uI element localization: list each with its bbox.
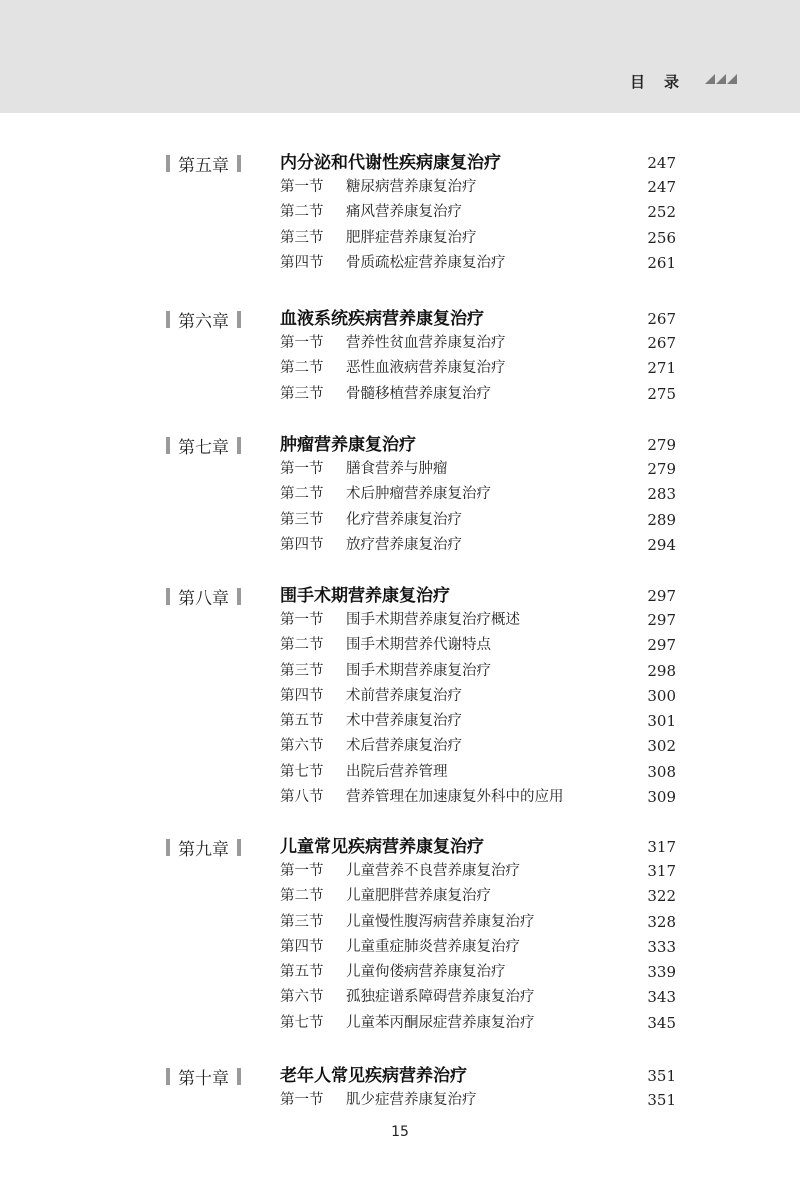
section-title: 出院后营养管理 <box>346 763 448 780</box>
section-row[interactable] <box>0 357 800 382</box>
section-row[interactable] <box>0 383 800 408</box>
chapter-8 <box>0 585 800 811</box>
chapter-title: 内分泌和代谢性疾病康复治疗 <box>280 153 501 173</box>
section-page-number: 297 <box>647 636 676 655</box>
section-title: 术中营养康复治疗 <box>346 713 462 730</box>
section-page-number: 351 <box>647 1091 676 1109</box>
section-row[interactable] <box>0 534 800 559</box>
bar-marker-icon <box>237 311 241 328</box>
chapter-page-number: 317 <box>647 838 676 856</box>
bar-marker-icon <box>237 588 241 605</box>
section-row[interactable] <box>0 634 800 659</box>
chapter-label: 第五章 <box>178 155 229 176</box>
section-label: 第四节 <box>280 687 324 704</box>
section-row[interactable] <box>0 986 800 1011</box>
section-page-number: 252 <box>647 203 676 222</box>
section-row[interactable] <box>0 761 800 786</box>
section-page-number: 298 <box>647 661 676 680</box>
chapter-label: 第九章 <box>178 839 229 860</box>
section-row[interactable] <box>0 1012 800 1037</box>
chapter-page-number: 267 <box>647 310 676 328</box>
section-title: 围手术期营养康复治疗概述 <box>346 612 520 628</box>
header-triangle-decoration-icon <box>705 74 737 86</box>
section-page-number: 339 <box>647 963 676 982</box>
section-row[interactable] <box>0 609 800 634</box>
section-label: 第六节 <box>280 738 324 755</box>
chapter-heading[interactable] <box>0 434 800 458</box>
section-label: 第三节 <box>280 662 324 679</box>
chapter-page-number: 351 <box>647 1067 676 1085</box>
bar-marker-icon <box>237 155 241 172</box>
section-label: 第一节 <box>280 1092 324 1108</box>
section-row[interactable] <box>0 201 800 226</box>
section-title: 术后营养康复治疗 <box>346 738 462 755</box>
section-row[interactable] <box>0 227 800 252</box>
bar-marker-icon <box>166 155 170 172</box>
running-header-title <box>630 71 680 92</box>
section-title: 术后肿瘤营养康复治疗 <box>346 486 491 503</box>
chapter-page-number: 247 <box>647 154 676 172</box>
chapter-heading[interactable] <box>0 1065 800 1089</box>
section-page-number: 289 <box>647 510 676 529</box>
section-label: 第三节 <box>280 511 324 528</box>
section-row[interactable] <box>0 786 800 811</box>
section-row[interactable] <box>0 176 800 201</box>
section-title: 围手术期营养康复治疗 <box>346 662 491 679</box>
chapter-heading[interactable] <box>0 308 800 332</box>
section-page-number: 247 <box>647 178 676 196</box>
section-row[interactable] <box>0 860 800 885</box>
section-page-number: 267 <box>647 334 676 352</box>
section-page-number: 322 <box>647 887 676 906</box>
section-title: 儿童营养不良营养康复治疗 <box>346 863 520 879</box>
section-title: 恶性血液病营养康复治疗 <box>346 360 506 377</box>
chapter-10 <box>0 1065 800 1114</box>
chapter-6 <box>0 308 800 408</box>
section-label: 第七节 <box>280 763 324 780</box>
section-page-number: 261 <box>647 253 676 272</box>
bar-marker-icon <box>237 1068 241 1085</box>
bar-marker-icon <box>166 437 170 454</box>
section-title: 儿童佝偻病营养康复治疗 <box>346 964 506 981</box>
chapter-label: 第八章 <box>178 588 229 609</box>
section-title: 放疗营养康复治疗 <box>346 536 462 553</box>
section-label: 第二节 <box>280 888 324 905</box>
section-title: 膳食营养与肿瘤 <box>346 461 448 477</box>
section-title: 孤独症谱系障碍营养康复治疗 <box>346 989 535 1006</box>
section-row[interactable] <box>0 885 800 910</box>
chapter-heading[interactable] <box>0 836 800 860</box>
section-label: 第五节 <box>280 964 324 981</box>
section-label: 第一节 <box>280 461 324 477</box>
section-label: 第五节 <box>280 713 324 730</box>
chapter-page-number: 297 <box>647 587 676 605</box>
section-page-number: 317 <box>647 862 676 880</box>
section-row[interactable] <box>0 911 800 936</box>
section-row[interactable] <box>0 961 800 986</box>
section-label: 第六节 <box>280 989 324 1006</box>
section-title: 肥胖症营养康复治疗 <box>346 229 477 246</box>
bar-marker-icon <box>166 588 170 605</box>
section-page-number: 309 <box>647 788 676 807</box>
chapter-7 <box>0 434 800 559</box>
section-title: 术前营养康复治疗 <box>346 687 462 704</box>
section-page-number: 275 <box>647 384 676 403</box>
section-page-number: 333 <box>647 937 676 956</box>
section-row[interactable] <box>0 1089 800 1114</box>
section-page-number: 343 <box>647 988 676 1007</box>
chapter-page-number: 279 <box>647 436 676 454</box>
section-title: 围手术期营养代谢特点 <box>346 637 491 654</box>
section-title: 骨质疏松症营养康复治疗 <box>346 254 506 271</box>
section-label: 第四节 <box>280 254 324 271</box>
chapter-5 <box>0 152 800 277</box>
section-page-number: 300 <box>647 686 676 705</box>
section-page-number: 271 <box>647 359 676 378</box>
chapter-label: 第十章 <box>178 1068 229 1089</box>
section-row[interactable] <box>0 483 800 508</box>
section-row[interactable] <box>0 509 800 534</box>
section-title: 儿童苯丙酮尿症营养康复治疗 <box>346 1014 535 1031</box>
section-row[interactable] <box>0 735 800 760</box>
section-title: 肌少症营养康复治疗 <box>346 1092 477 1108</box>
chapter-label: 第七章 <box>178 437 229 458</box>
section-label: 第二节 <box>280 360 324 377</box>
section-label: 第一节 <box>280 612 324 628</box>
bar-marker-icon <box>166 839 170 856</box>
chapter-heading[interactable] <box>0 152 800 176</box>
section-label: 第三节 <box>280 913 324 930</box>
section-title: 营养管理在加速康复外科中的应用 <box>346 789 564 806</box>
section-label: 第二节 <box>280 486 324 503</box>
section-page-number: 279 <box>647 460 676 478</box>
section-title: 糖尿病营养康复治疗 <box>346 179 477 195</box>
section-label: 第四节 <box>280 536 324 553</box>
section-row[interactable] <box>0 332 800 357</box>
chapter-title: 肿瘤营养康复治疗 <box>280 435 416 455</box>
section-row[interactable] <box>0 936 800 961</box>
chapter-9 <box>0 836 800 1037</box>
bar-marker-icon <box>166 311 170 328</box>
bar-marker-icon <box>237 437 241 454</box>
chapter-heading[interactable] <box>0 585 800 609</box>
section-label: 第一节 <box>280 335 324 351</box>
section-label: 第二节 <box>280 637 324 654</box>
page-number: 15 <box>391 1124 409 1140</box>
section-row[interactable] <box>0 458 800 483</box>
section-page-number: 328 <box>647 912 676 931</box>
section-label: 第七节 <box>280 1014 324 1031</box>
section-label: 第一节 <box>280 863 324 879</box>
section-title: 骨髓移植营养康复治疗 <box>346 385 491 402</box>
header-title-char-2: 录 <box>663 73 680 91</box>
section-label: 第八节 <box>280 789 324 806</box>
section-page-number: 301 <box>647 712 676 731</box>
header-title-char-1: 目 <box>629 73 646 91</box>
section-title: 儿童慢性腹泻病营养康复治疗 <box>346 913 535 930</box>
bar-marker-icon <box>166 1068 170 1085</box>
section-label: 第一节 <box>280 179 324 195</box>
section-row[interactable] <box>0 660 800 685</box>
section-page-number: 345 <box>647 1013 676 1032</box>
chapter-title: 围手术期营养康复治疗 <box>280 586 450 606</box>
section-page-number: 308 <box>647 762 676 781</box>
section-title: 儿童肥胖营养康复治疗 <box>346 888 491 905</box>
section-label: 第四节 <box>280 938 324 955</box>
section-label: 第二节 <box>280 204 324 221</box>
chapter-title: 血液系统疾病营养康复治疗 <box>280 309 484 329</box>
section-label: 第三节 <box>280 385 324 402</box>
section-title: 化疗营养康复治疗 <box>346 511 462 528</box>
section-row[interactable] <box>0 710 800 735</box>
section-title: 痛风营养康复治疗 <box>346 204 462 221</box>
chapter-label: 第六章 <box>178 311 229 332</box>
section-label: 第三节 <box>280 229 324 246</box>
section-title: 营养性贫血营养康复治疗 <box>346 335 506 351</box>
section-page-number: 294 <box>647 535 676 554</box>
header-band <box>0 0 800 113</box>
section-row[interactable] <box>0 685 800 710</box>
section-page-number: 302 <box>647 737 676 756</box>
bar-marker-icon <box>237 839 241 856</box>
chapter-title: 儿童常见疾病营养康复治疗 <box>280 837 484 857</box>
section-page-number: 297 <box>647 611 676 629</box>
chapter-title: 老年人常见疾病营养治疗 <box>280 1066 467 1086</box>
section-page-number: 256 <box>647 228 676 247</box>
section-row[interactable] <box>0 252 800 277</box>
section-title: 儿童重症肺炎营养康复治疗 <box>346 938 520 955</box>
section-page-number: 283 <box>647 485 676 504</box>
